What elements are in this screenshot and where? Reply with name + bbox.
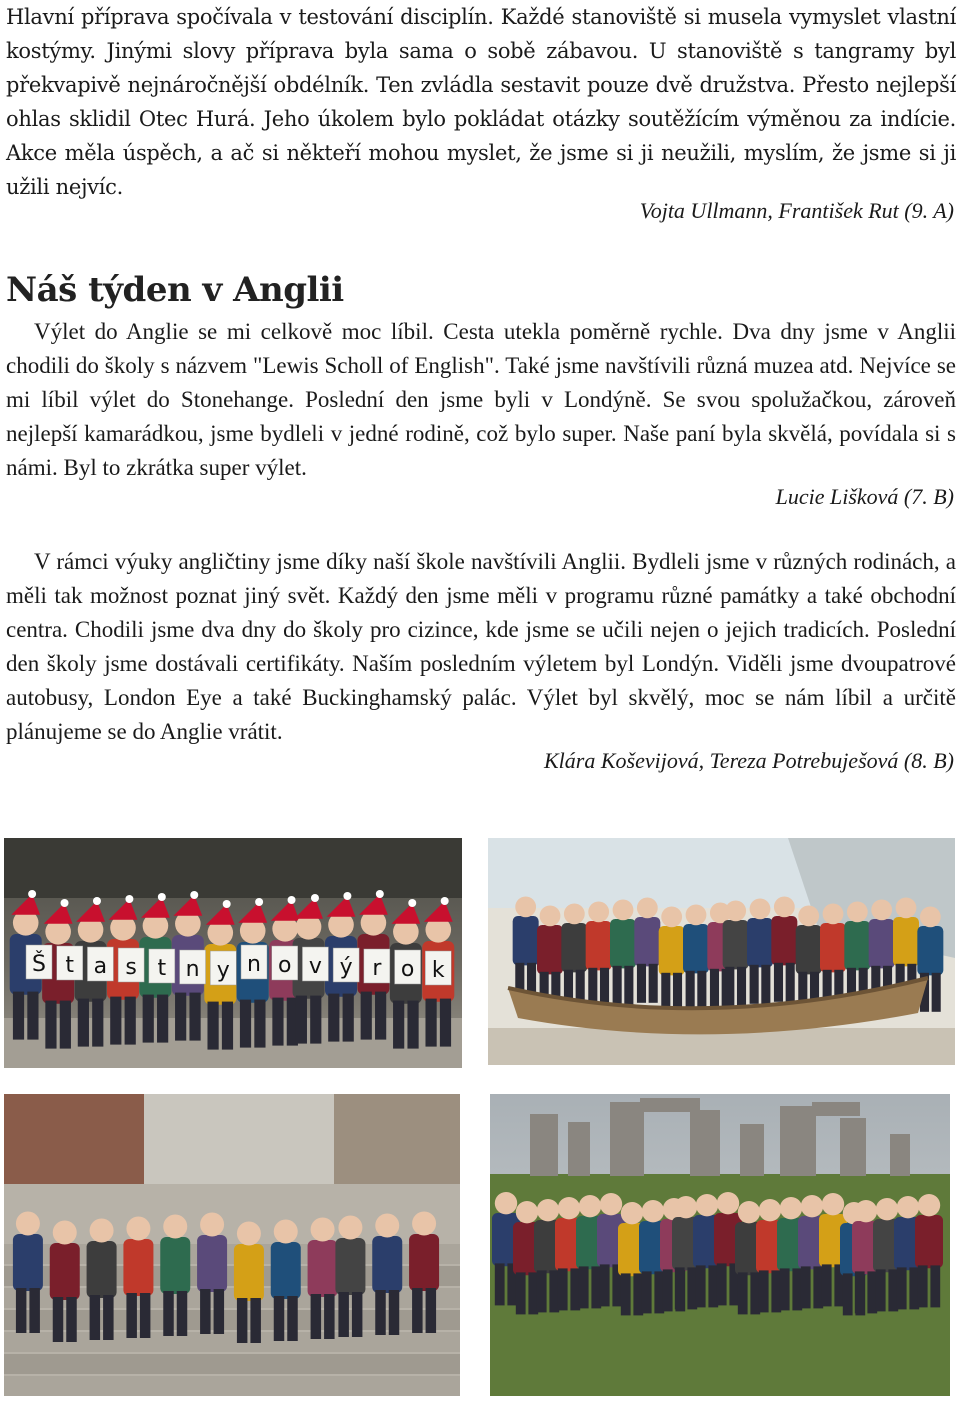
letter-card-text: r	[372, 956, 382, 981]
photo-group-stone-steps	[4, 1094, 460, 1396]
letter-card-text: o	[400, 957, 415, 982]
letter-card-text: v	[308, 954, 322, 979]
photo-group-letter-cards	[4, 838, 462, 1068]
letter-card	[180, 950, 206, 984]
letter-card	[241, 945, 267, 979]
letter-card-text: n	[247, 952, 261, 977]
letter-card	[26, 945, 52, 979]
letter-card-text: t	[65, 953, 75, 978]
letter-card	[425, 951, 451, 985]
letter-card	[272, 946, 298, 980]
letter-card	[395, 950, 421, 984]
photo-group-museum-boat	[488, 838, 955, 1065]
letter-card-text: o	[277, 953, 292, 978]
paragraph-anglie-lucie: Výlet do Anglie se mi celkově moc líbil. Cesta utekla poměrně rychle. Dva dny jsme v Anglii chodili do školy s názvem "Lewis Scholl of English". Také jsme navštívili různá muzea atd. Nejvíce se mi líbil výlet do Stonehange. Poslední den jsme byli v Londýně. Se svou spolužačkou, zároveň nejlepší kamarádkou, jsme bydleli v jedné rodině, což bylo super. Naše paní byla skvělá, povídala si s námi. Byl to zkrátka super výlet.	[6, 319, 956, 480]
paragraph-bojovka: Hlavní příprava spočívala v testování disciplín. Každé stanoviště si musela vymyslet vlastní kostýmy. Jinými slovy příprava byla sama o sobě zábavou. U stanoviště s tangramy byl překvapivě nejnáročnější obdélník. Ten zvládla sestavit pouze dvě družstva. Přesto nejlepší ohlas sklidil Otec Hurá. Jeho úkolem bylo pokládat otázky soutěžícím výměnou za indície. Akce měla úspěch, a ač si někteří mohou myslet, že jsme si ji neužili, myslím, že jsme si ji užili nejvíc.	[6, 5, 956, 199]
letter-card	[333, 948, 359, 982]
byline-klara-tereza: Klára Koševijová, Tereza Potrebuješová (8. B)	[543, 748, 954, 773]
letter-card-text: y	[216, 958, 230, 983]
letter-card-text: n	[185, 957, 200, 982]
letter-card	[210, 951, 236, 985]
letter-card	[364, 949, 390, 983]
letter-card-text: ý	[339, 955, 353, 980]
letter-card-text: a	[93, 954, 108, 979]
letter-card-text: s	[125, 955, 137, 980]
section-heading-anglie: Náš týden v Anglii	[6, 270, 344, 310]
byline-vojta-frantisek: Vojta Ullmann, František Rut (9. A)	[639, 198, 954, 223]
letter-card-text: k	[431, 958, 445, 983]
paragraph-anglie-klara-tereza: V rámci výuky angličtiny jsme díky naší škole navštívili Anglii. Bydleli jsme v různých rodinách, a měli tak možnost poznat jiný svět. Každý den jsme měli v programu různé památky a také obchodní centra. Chodili jsme dva dny do školy pro cizince, kde jsme se učili nejen o jejich tradicích. Poslední den školy jsme dostávali certifikáty. Naším posledním výletem byl Londýn. Viděli jsme dvoupatrové autobusy, London Eye a také Buckinghamský palác. Výlet byl skvělý, moc se nám líbil a určitě plánujeme se do Anglie vrátit.	[6, 549, 956, 744]
letter-card-text: Š	[32, 952, 46, 977]
letter-card-text: t	[157, 956, 167, 981]
letter-card	[118, 948, 144, 982]
letter-card	[87, 947, 113, 981]
photo-group-stonehenge	[490, 1094, 950, 1396]
byline-lucie: Lucie Lišková (7. B)	[775, 484, 954, 509]
letter-card	[149, 949, 175, 983]
letter-card	[302, 947, 328, 981]
letter-card	[57, 946, 83, 980]
